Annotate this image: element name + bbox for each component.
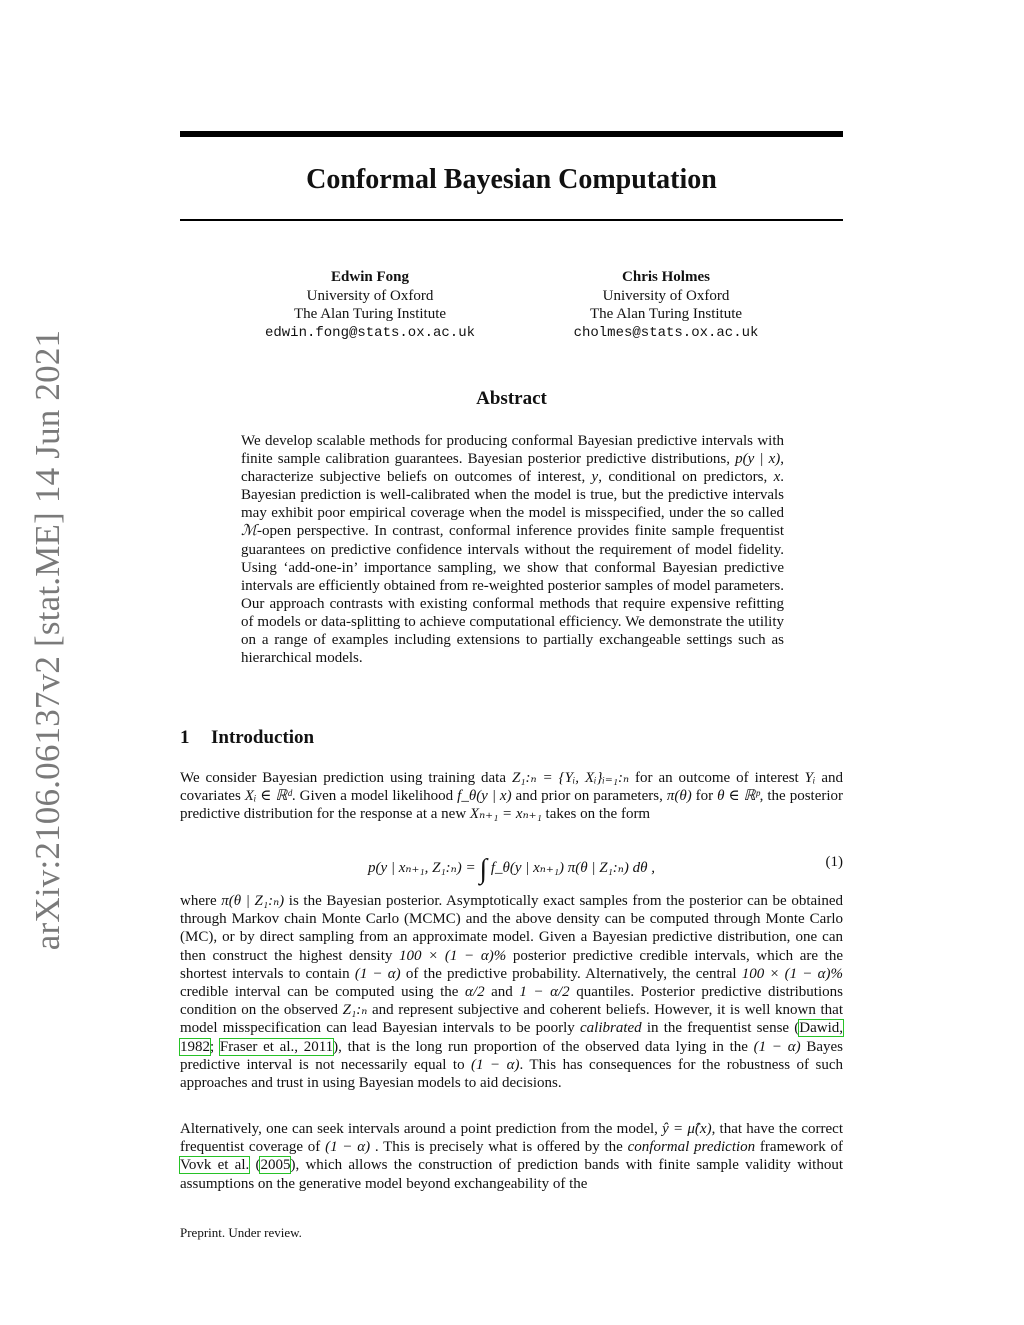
author-email[interactable]: cholmes@stats.ox.ac.uk bbox=[573, 324, 759, 341]
citation-link[interactable]: Fraser et al., 2011 bbox=[219, 1038, 334, 1055]
citation-link[interactable]: Vovk et al. bbox=[180, 1157, 250, 1174]
author-name: Edwin Fong bbox=[331, 269, 409, 285]
paper-title: Conformal Bayesian Computation bbox=[306, 164, 717, 195]
author-affiliation: The Alan Turing Institute bbox=[293, 306, 447, 322]
author-block-1 bbox=[220, 268, 520, 342]
equation-number: (1) bbox=[825, 854, 843, 870]
author-block-2 bbox=[516, 268, 816, 342]
section-title: Introduction bbox=[211, 727, 315, 748]
intro-paragraph-3: Alternatively, one can seek intervals around a point prediction from the model, ŷ = μ̂(x), that have the correct frequentist coverage of (1 − α) . This is precisely what is offered by the conformal prediction framework of Vovk et al. (2005), which allows the construction of prediction bands with finite sample validity without assumptions on the generative model beyond exchangeability of the bbox=[180, 1121, 843, 1192]
author-affiliation: University of Oxford bbox=[306, 287, 434, 304]
abstract-body: We develop scalable methods for producing conformal Bayesian predictive intervals with finite sample calibration guarantees. Bayesian posterior predictive distributions, p(y | x), characterize subjective beliefs on outcomes of interest, y, conditional on predictors, x. Bayesian prediction is well-calibrated when the model is true, but the predictive intervals may exhibit poor empirical coverage when the model is misspecified, under the so called ℳ-open perspective. In contrast, conformal inference provides finite sample frequentist guarantees on predictive confidence intervals without the requirement of model fidelity. Using ‘add-one-in’ importance sampling, we show that conformal Bayesian predictive intervals are efficiently obtained from re-weighted posterior samples of model parameters. Our approach contrasts with existing conformal methods that require expensive refitting of models or data-splitting to achieve computational efficiency. We demonstrate the utility on a range of examples including extensions to partially exchangeable settings such as hierarchical models. bbox=[241, 433, 784, 667]
integral-sign: ∫ bbox=[479, 854, 488, 885]
title-top-rule bbox=[180, 131, 843, 137]
intro-paragraph-2: where π(θ | Z₁:ₙ) is the Bayesian posterior. Asymptotically exact samples from the posterior can be obtained through Markov chain Monte Carlo (MCMC) and the above density can be computed through Monte Carlo (MC), or by direct sampling from an approximate model. Given a Bayesian predictive distribution, one can then construct the highest density 100 × (1 − α)% posterior predictive credible intervals, which are the shortest intervals to contain (1 − α) of the predictive probability. Alternatively, the central 100 × (1 − α)% credible interval can be computed using the α/2 and 1 − α/2 quantiles. Posterior predictive distributions condition on the observed Z₁:ₙ and represent subjective and coherent beliefs. However, it is well known that model misspecification can lead Bayesian intervals to be poorly calibrated in the frequentist sense (Dawid, 1982; Fraser et al., 2011), that is the long run proportion of the observed data lying in the (1 − α) Bayes predictive interval is not necessarily equal to (1 − α). This has consequences for the robustness of such approaches and trust in using Bayesian models to aid decisions. bbox=[180, 893, 844, 1092]
author-affiliation: The Alan Turing Institute bbox=[589, 306, 743, 322]
citation-link[interactable]: Dawid, 1982 bbox=[180, 1020, 844, 1055]
author-name: Chris Holmes bbox=[622, 269, 710, 285]
equation-body: p(y | xₙ₊₁, Z₁:ₙ) = ∫ f_θ(y | xₙ₊₁) π(θ | Z₁:ₙ) dθ , bbox=[367, 854, 655, 885]
section-number: 1 bbox=[180, 727, 190, 748]
title-bottom-rule bbox=[180, 219, 843, 221]
author-email[interactable]: edwin.fong@stats.ox.ac.uk bbox=[264, 324, 476, 341]
intro-paragraph-1: We consider Bayesian prediction using training data Z₁:ₙ = {Yᵢ, Xᵢ}ᵢ₌₁:ₙ for an outcome of interest Yᵢ and covariates Xᵢ ∈ ℝᵈ. Given a model likelihood f_θ(y | x) and prior on parameters, π(θ) for θ ∈ ℝᵖ, the posterior predictive distribution for the response at a new Xₙ₊₁ = xₙ₊₁ takes on the form bbox=[180, 770, 844, 823]
arxiv-identifier-stamp: arXiv:2106.06137v2 [stat.ME] 14 Jun 2021 bbox=[28, 329, 67, 951]
author-affiliation: University of Oxford bbox=[602, 287, 730, 304]
citation-link[interactable]: 2005 bbox=[260, 1157, 291, 1174]
equation-1 bbox=[180, 846, 843, 886]
section-heading-introduction bbox=[180, 727, 314, 749]
abstract-heading: Abstract bbox=[476, 388, 547, 409]
footer-note: Preprint. Under review. bbox=[180, 1225, 302, 1240]
